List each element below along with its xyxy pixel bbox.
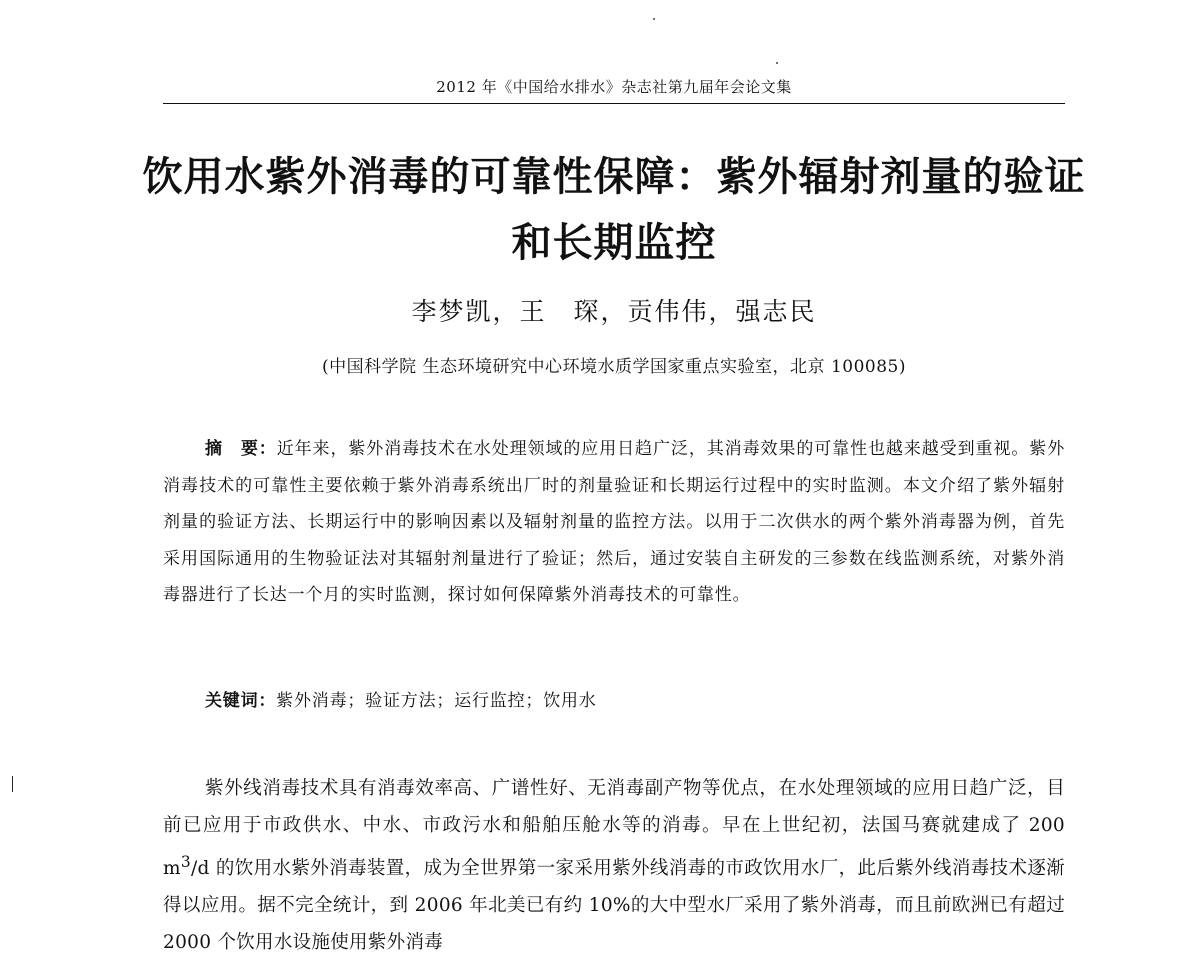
keywords xyxy=(205,686,1065,711)
authors: 李梦凯，王 琛，贡伟伟，强志民 xyxy=(411,297,817,326)
scan-speck xyxy=(653,18,655,20)
header-rule xyxy=(163,103,1065,104)
keywords-label: 关键词： xyxy=(205,691,277,711)
abstract-text: 近年来，紫外消毒技术在水处理领域的应用日趋广泛，其消毒效果的可靠性也越来越受到重视。紫外消毒技术的可靠性主要依赖于紫外消毒系统出厂时的剂量验证和长期运行过程中的实时监测。本文介绍了紫外辐射剂量的验证方法、长期运行中的影响因素以及辐射剂量的监控方法。以用于二次供水的两个紫外消毒器为例，首先采用国际通用的生物验证法对其辐射剂量进行了验证；然后，通过安装自主研发的三参数在线监测系统，对紫外消毒器进行了长达一个月的实时监测，探讨如何保障紫外消毒技术的可靠性。 xyxy=(163,439,1066,605)
abstract xyxy=(163,431,1065,614)
body-text-part2: /d 的饮用水紫外消毒装置，成为全世界第一家采用紫外线消毒的市政饮用水厂，此后紫外线消毒技术逐渐得以应用。据不完全统计，到 2006 年北美已有约 10%的大中型水厂采用了紫外消毒，而且前欧洲已有超过 2000 个饮用水设施使用紫外消毒 xyxy=(163,858,1065,954)
scan-margin-mark xyxy=(12,776,13,792)
running-header: 2012 年《中国给水排水》杂志社第九届年会论文集 xyxy=(436,78,792,96)
scan-speck xyxy=(776,62,778,64)
paper-title: 饮用水紫外消毒的可靠性保障：紫外辐射剂量的验证和长期监控 xyxy=(142,154,1086,266)
body-text-part1: 紫外线消毒技术具有消毒效率高、广谱性好、无消毒副产物等优点，在水处理领域的应用日趋广泛，目前已应用于市政供水、中水、市政污水和船舶压舱水等的消毒。早在上世纪初，法国马赛就建成了 200 m xyxy=(163,778,1065,880)
abstract-label: 摘 要： xyxy=(205,439,277,459)
body-paragraph xyxy=(163,770,1065,961)
body-superscript: 3 xyxy=(180,853,191,871)
affiliation: (中国科学院 生态环境研究中心环境水质学国家重点实验室，北京 100085) xyxy=(322,357,906,377)
keywords-text: 紫外消毒；验证方法；运行监控；饮用水 xyxy=(276,691,597,711)
